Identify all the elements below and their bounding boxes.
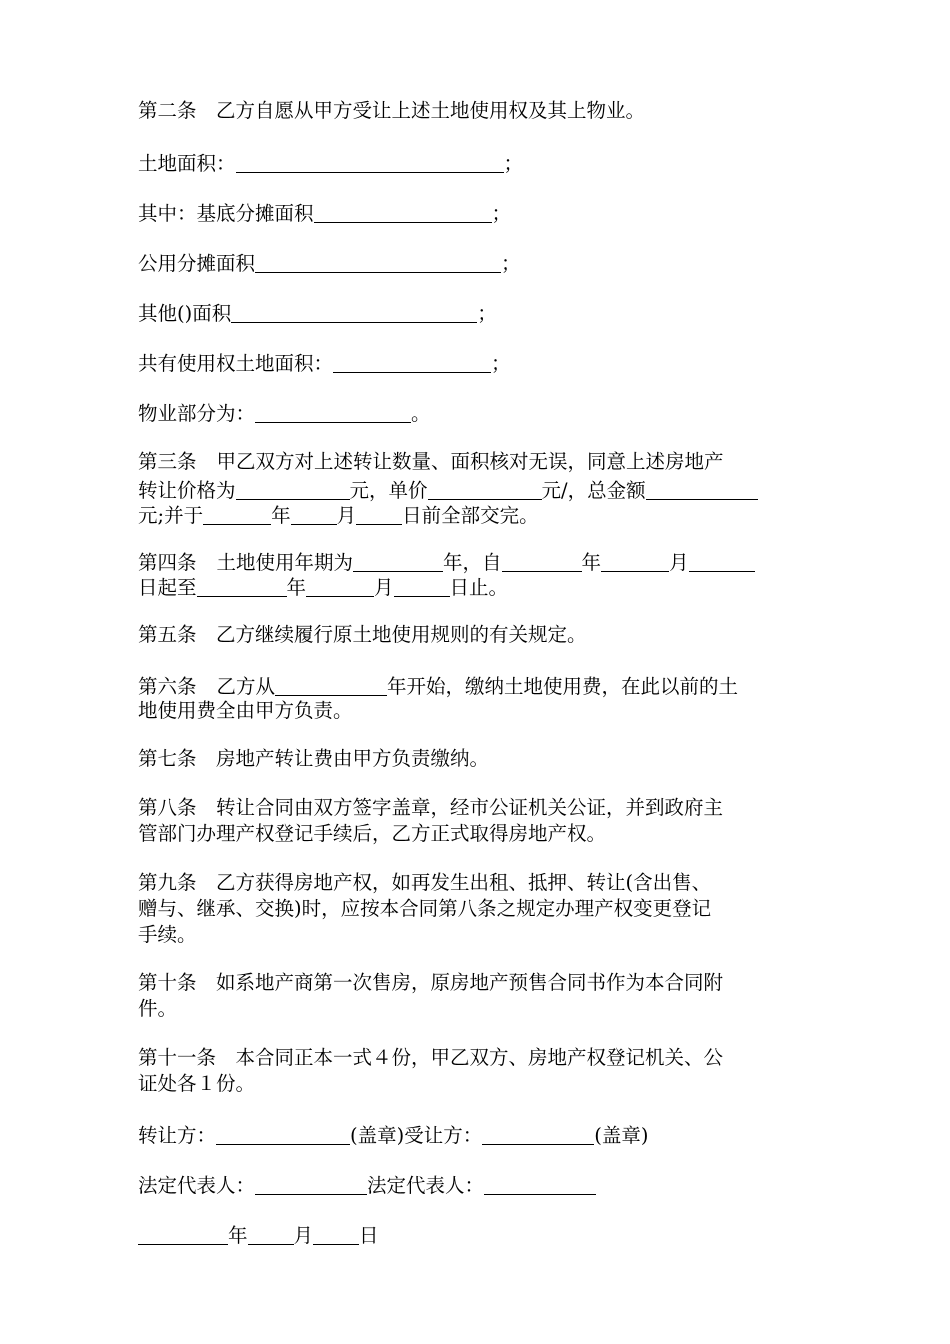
- sign-month-blank[interactable]: [248, 1224, 294, 1245]
- start-month-blank[interactable]: [601, 551, 669, 572]
- article-3-line-3: 元;并于 年 月 日前全部交完。: [138, 504, 539, 527]
- shared-area-label: 共有使用权土地面积：: [138, 352, 334, 375]
- end-month-blank[interactable]: [306, 576, 374, 597]
- public-area-line: 公用分摊面积 ；: [138, 252, 521, 275]
- article-3-line-2: 转让价格为 元，单价 元/，总金额: [138, 479, 758, 501]
- base-area-line: 其中：基底分摊面积 ；: [138, 202, 512, 225]
- payment-year-blank[interactable]: [203, 504, 271, 525]
- shared-area-line: 共有使用权土地面积： ；: [138, 352, 511, 375]
- base-area-blank[interactable]: [314, 202, 492, 223]
- price-blank[interactable]: [236, 479, 350, 500]
- property-line: 物业部分为： 。: [138, 402, 431, 425]
- signature-line: 转让方： (盖章)受让方： (盖章): [138, 1124, 649, 1147]
- other-area-line: 其他()面积 ；: [138, 302, 497, 325]
- transferor-rep-blank[interactable]: [255, 1174, 367, 1195]
- public-area-label: 公用分摊面积: [138, 252, 256, 275]
- article-10-line-1: 第十条 如系地产商第一次售房，原房地产预售合同书作为本合同附: [138, 971, 724, 994]
- shared-area-blank[interactable]: [333, 352, 491, 373]
- article-11-line-1: 第十一条 本合同正本一式４份，甲乙双方、房地产权登记机关、公: [138, 1046, 724, 1069]
- article-2: 第二条 乙方自愿从甲方受让上述土地使用权及其上物业。: [138, 99, 646, 122]
- other-area-label: 其他()面积: [138, 302, 232, 325]
- sign-year-blank[interactable]: [138, 1224, 228, 1245]
- sign-day-blank[interactable]: [313, 1224, 359, 1245]
- article-9-line-2: 赠与、继承、交换)时，应按本合同第八条之规定办理产权变更登记: [138, 897, 712, 920]
- transferee-rep-blank[interactable]: [484, 1174, 596, 1195]
- public-area-blank[interactable]: [255, 252, 501, 273]
- land-area-label: 土地面积：: [138, 152, 236, 175]
- start-day-blank[interactable]: [689, 551, 755, 572]
- land-area-line: 土地面积： ；: [138, 152, 524, 175]
- representative-line: 法定代表人： 法定代表人：: [138, 1174, 596, 1196]
- article-3-line-1: 第三条 甲乙双方对上述转让数量、面积核对无误，同意上述房地产: [138, 450, 724, 473]
- transferor-blank[interactable]: [216, 1124, 350, 1145]
- term-years-blank[interactable]: [353, 551, 443, 572]
- end-day-blank[interactable]: [394, 576, 450, 597]
- article-5: 第五条 乙方继续履行原土地使用规则的有关规定。: [138, 623, 587, 646]
- article-6-line-1: 第六条 乙方从 年开始，缴纳土地使用费，在此以前的土: [138, 675, 739, 698]
- property-blank[interactable]: [255, 402, 411, 423]
- article-4-line-1: 第四条 土地使用年期为 年，自 年 月: [138, 551, 755, 573]
- article-4-line-2: 日起至 年 月 日止。: [138, 576, 509, 599]
- article-9-line-1: 第九条 乙方获得房地产权，如再发生出租、抵押、转让(含出售、: [138, 871, 712, 894]
- other-area-blank[interactable]: [231, 302, 477, 323]
- land-area-blank[interactable]: [236, 152, 504, 173]
- base-area-label: 其中：基底分摊面积: [138, 202, 314, 225]
- unit-price-blank[interactable]: [428, 479, 542, 500]
- start-year-blank[interactable]: [502, 551, 582, 572]
- article-8-line-1: 第八条 转让合同由双方签字盖章，经市公证机关公证，并到政府主: [138, 796, 724, 819]
- payment-day-blank[interactable]: [356, 504, 402, 525]
- article-6-line-2: 地使用费全由甲方负责。: [138, 699, 353, 722]
- article-7: 第七条 房地产转让费由甲方负责缴纳。: [138, 747, 490, 770]
- property-label: 物业部分为：: [138, 402, 256, 425]
- payment-month-blank[interactable]: [291, 504, 337, 525]
- date-line: 年 月 日: [138, 1224, 379, 1246]
- fee-start-year-blank[interactable]: [275, 675, 387, 696]
- article-10-line-2: 件。: [138, 997, 178, 1020]
- total-amount-blank[interactable]: [646, 479, 758, 500]
- end-year-blank[interactable]: [197, 576, 287, 597]
- transferee-blank[interactable]: [482, 1124, 594, 1145]
- article-11-line-2: 证处各１份。: [138, 1072, 256, 1095]
- article-9-line-3: 手续。: [138, 923, 197, 946]
- article-8-line-2: 管部门办理产权登记手续后，乙方正式取得房地产权。: [138, 822, 607, 845]
